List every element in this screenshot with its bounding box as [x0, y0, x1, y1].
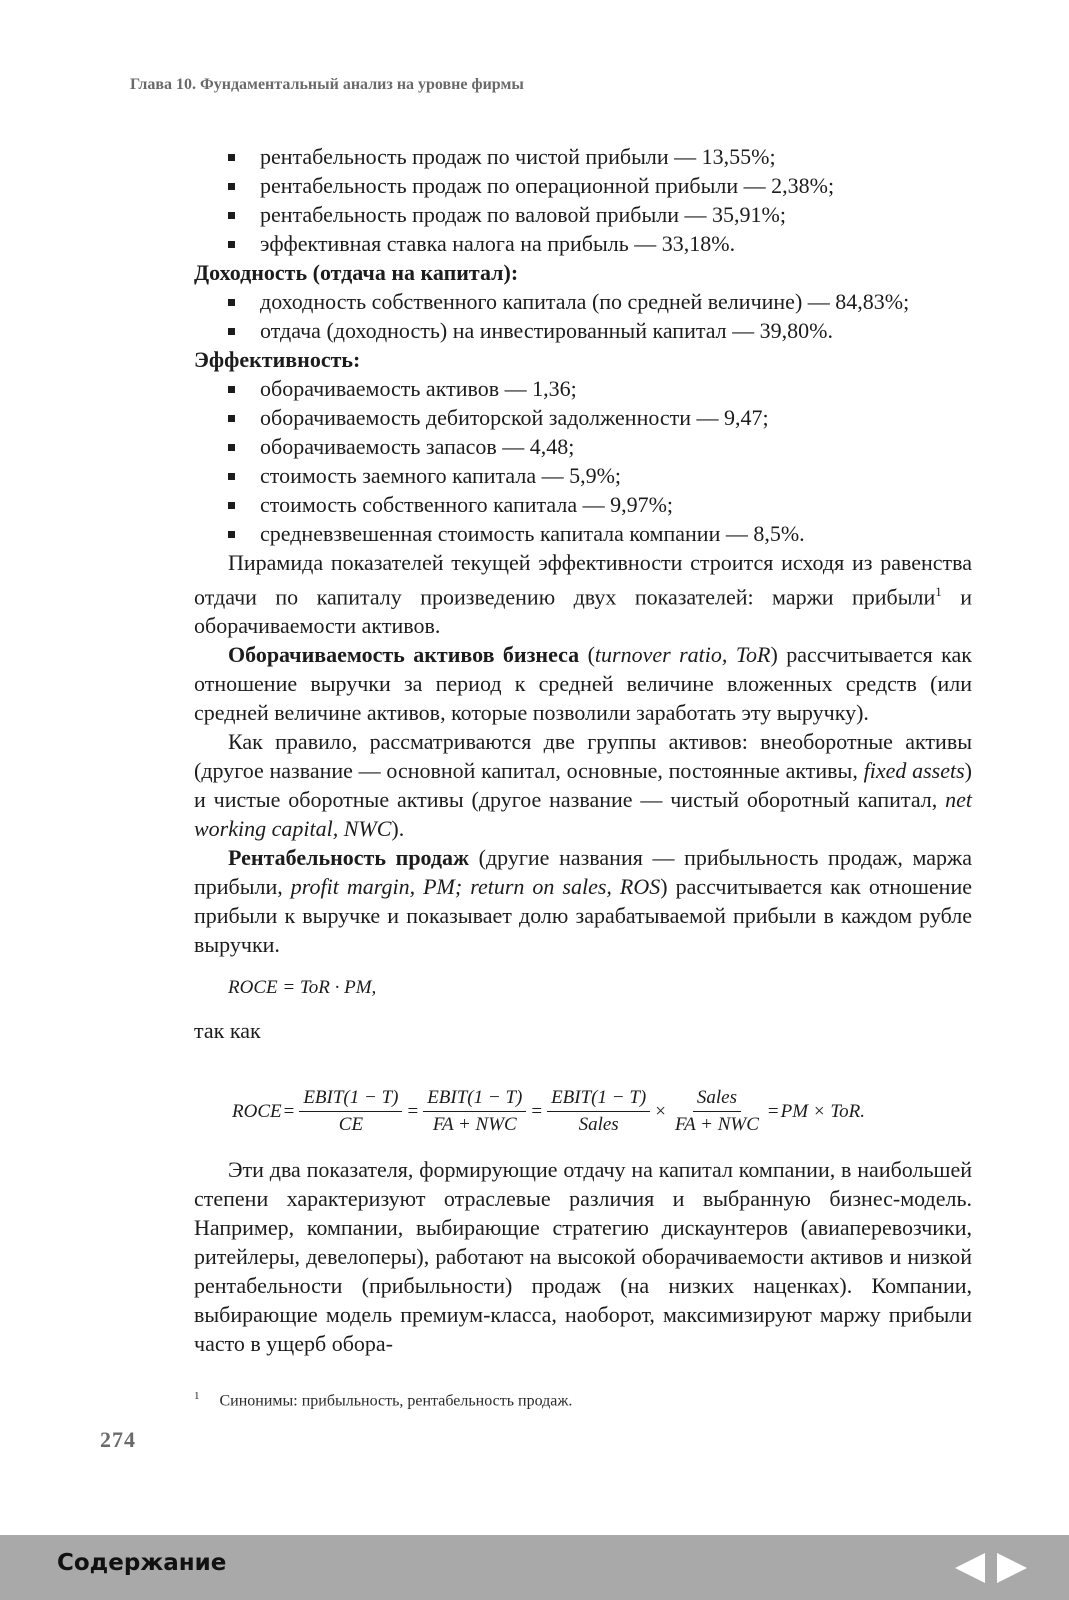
list-item: стоимость собственного капитала — 9,97%;	[194, 490, 972, 519]
list-item: рентабельность продаж по валовой прибыли — 35,91%;	[194, 200, 972, 229]
list-item: средневзвешенная стоимость капитала компании — 8,5%.	[194, 519, 972, 548]
footnote-ref: 1	[935, 584, 942, 599]
previous-page-icon[interactable]	[953, 1552, 987, 1584]
since-text: так как	[194, 1018, 261, 1044]
paragraph-ros: Рентабельность продаж (другие названия — прибыльность продаж, маржа прибыли, profit margin, PM; return on sales, ROS) рассчитывается как отношение прибыли к выручке и показывает долю зарабатываемой прибыли в каждом рубле выручки.	[194, 845, 972, 958]
paragraph-business-models: Эти два показателя, формирующие отдачу на капитал компании, в наибольшей степени характеризуют отраслевые различия и выбранную бизнес-модель. Например, компании, выбирающие стратегию дискаунтеров (авиаперевозчики, ритейлеры, девелоперы), работают на высокой оборачиваемости активов и низкой рентабельности (прибыльности) продаж (на низких наценках). Компании, выбирающие модель премиум-класса, наоборот, максимизируют маржу прибыли часто в ущерб обора-	[194, 1157, 972, 1356]
list-item: оборачиваемость дебиторской задолженности — 9,47;	[194, 403, 972, 432]
paragraph-asset-groups: Как правило, рассматриваются две группы активов: внеоборотные активы (другое название — основной капитал, основные, постоянные активы, fixed assets) и чистые оборотные активы (другое название — чистый оборотный капитал, net working capital, NWC).	[194, 729, 972, 842]
list-item: рентабельность продаж по чистой прибыли — 13,55%;	[194, 142, 972, 171]
list-item: эффективная ставка налога на прибыль — 33,18%.	[194, 229, 972, 258]
page-number: 274	[100, 1427, 136, 1452]
formula-roce-short: ROCE = ToR · PM,	[228, 977, 377, 999]
contents-button[interactable]: Содержание	[57, 1550, 227, 1576]
list-item: оборачиваемость активов — 1,36;	[194, 374, 972, 403]
term-ros: Рентабельность продаж	[228, 845, 469, 871]
paragraph-pyramid: Пирамида показателей текущей эффективности строится исходя из равенства отдачи по капиталу произведению двух показателей: маржи прибыли$^1$ и оборачиваемости активов.	[194, 550, 972, 639]
heading-return: Доходность (отдача на капитал):	[194, 260, 519, 285]
bottom-nav-bar	[0, 1535, 1069, 1600]
footnote: $^1$ Синонимы: прибыльность, рентабельность продаж.	[194, 1390, 573, 1410]
list-item: доходность собственного капитала (по средней величине) — 84,83%;	[194, 287, 972, 316]
formula-roce-long: ROCE = $\frac{\text{EBIT(1 − T)}}{CE}$ = $\frac{\text{EBIT(1 − T)}}{\text{FA + NWC}}$ = $\frac{\text{EBIT(1 − T)}}{\text{Sales}}$ × $\frac{\text{Sales}}{\text{FA + NWC}}$ = PM × ToR.	[232, 1087, 866, 1135]
profitability-list	[194, 142, 972, 258]
next-page-icon[interactable]	[995, 1552, 1029, 1584]
return-list	[194, 287, 972, 345]
efficiency-list	[194, 374, 972, 548]
main-text	[194, 142, 972, 1045]
running-head: Глава 10. Фундаментальный анализ на уровне фирмы	[130, 76, 524, 93]
paragraph-turnover: Оборачиваемость активов бизнеса (turnover ratio, ToR) рассчитывается как отношение выручки за период к средней величине вложенных средств (или средней величине активов, которые позволили заработать эту выручку).	[194, 642, 972, 726]
term-turnover: Оборачиваемость активов бизнеса	[228, 642, 580, 668]
list-item: стоимость заемного капитала — 5,9%;	[194, 461, 972, 490]
list-item: оборачиваемость запасов — 4,48;	[194, 432, 972, 461]
heading-efficiency: Эффективность:	[194, 347, 361, 372]
list-item: рентабельность продаж по операционной прибыли — 2,38%;	[194, 171, 972, 200]
list-item: отдача (доходность) на инвестированный капитал — 39,80%.	[194, 316, 972, 345]
